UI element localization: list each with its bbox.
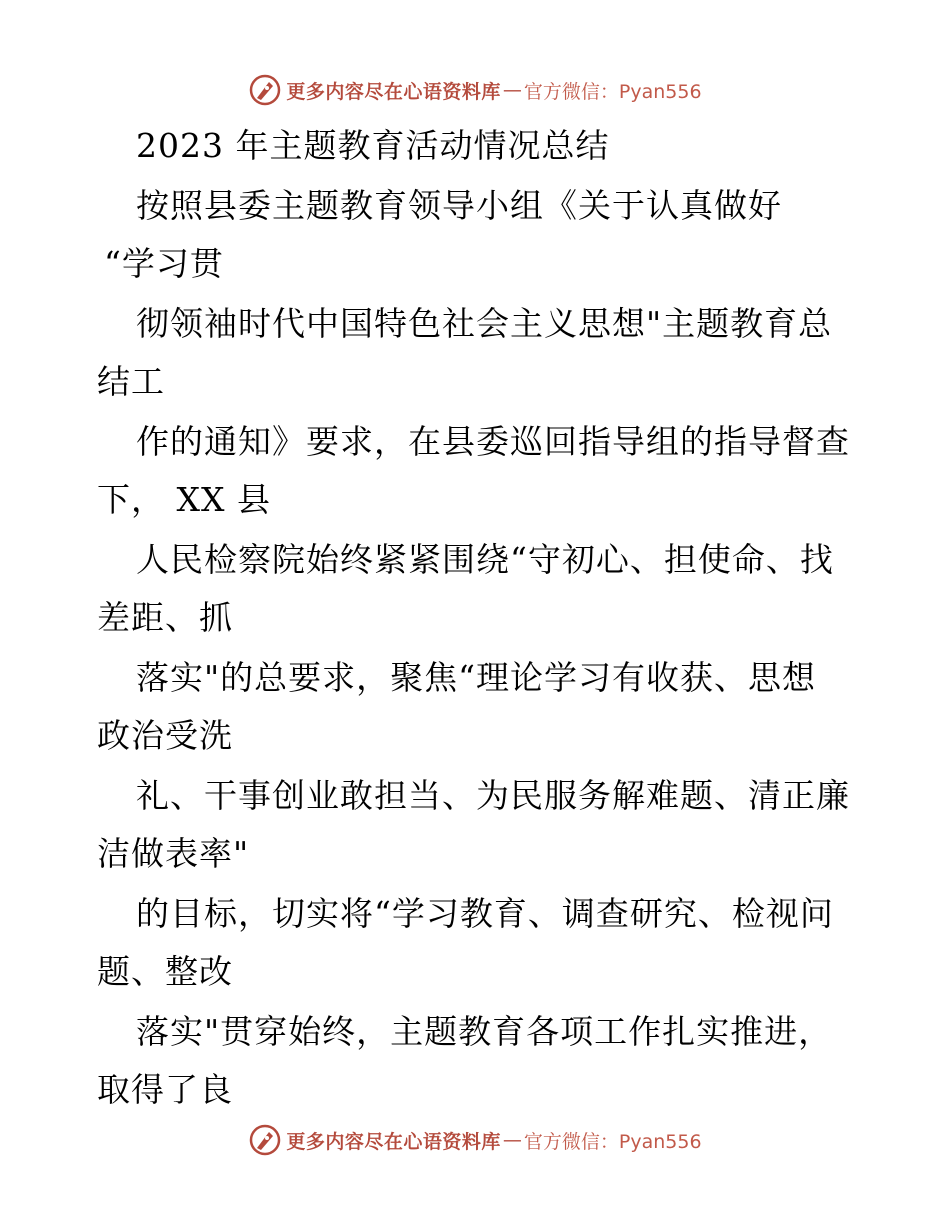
text-line: 的目标，切实将“学习教育、调查研究、检视问	[136, 894, 834, 933]
text-line: 落实"贯穿始终，主题教育各项工作扎实推进，	[136, 1012, 833, 1051]
text-line: 下， XX 县	[97, 480, 271, 519]
watermark-text: 更多内容尽在心语资料库	[286, 1130, 501, 1153]
header-watermark	[0, 70, 950, 110]
text-line: 取得了良	[97, 1070, 233, 1109]
text-line: “学习贯	[104, 244, 224, 283]
document-title: 2023 年主题教育活动情况总结	[136, 126, 610, 165]
text-line: 政治受洗	[97, 716, 233, 755]
text-line: 人民检察院始终紧紧围绕“守初心、担使命、找	[136, 540, 834, 579]
watermark-separator: —	[502, 1129, 522, 1151]
watermark-text: 更多内容尽在心语资料库	[286, 80, 501, 103]
text-line: 差距、抓	[97, 598, 233, 637]
text-line: 洁做表率"	[97, 834, 250, 873]
text-line: 礼、干事创业敢担当、为民服务解难题、清正廉	[136, 776, 850, 815]
text-line: 落实"的总要求，聚焦“理论学习有收获、思想	[136, 658, 817, 697]
footer-watermark	[0, 1120, 950, 1160]
text-line: 题、整改	[97, 952, 233, 991]
text-line: 结工	[97, 362, 165, 401]
text-line: 彻领袖时代中国特色社会主义思想"主题教育总	[136, 304, 833, 343]
pen-nib-logo-icon	[248, 73, 282, 107]
text-line: 按照县委主题教育领导小组《关于认真做好	[136, 186, 782, 225]
pen-nib-logo-icon	[248, 1123, 282, 1157]
watermark-wechat: 官方微信：Pyan556	[523, 80, 702, 103]
watermark-wechat: 官方微信：Pyan556	[523, 1130, 702, 1153]
text-line: 作的通知》要求，在县委巡回指导组的指导督查	[136, 422, 850, 461]
watermark-separator: —	[502, 79, 522, 101]
